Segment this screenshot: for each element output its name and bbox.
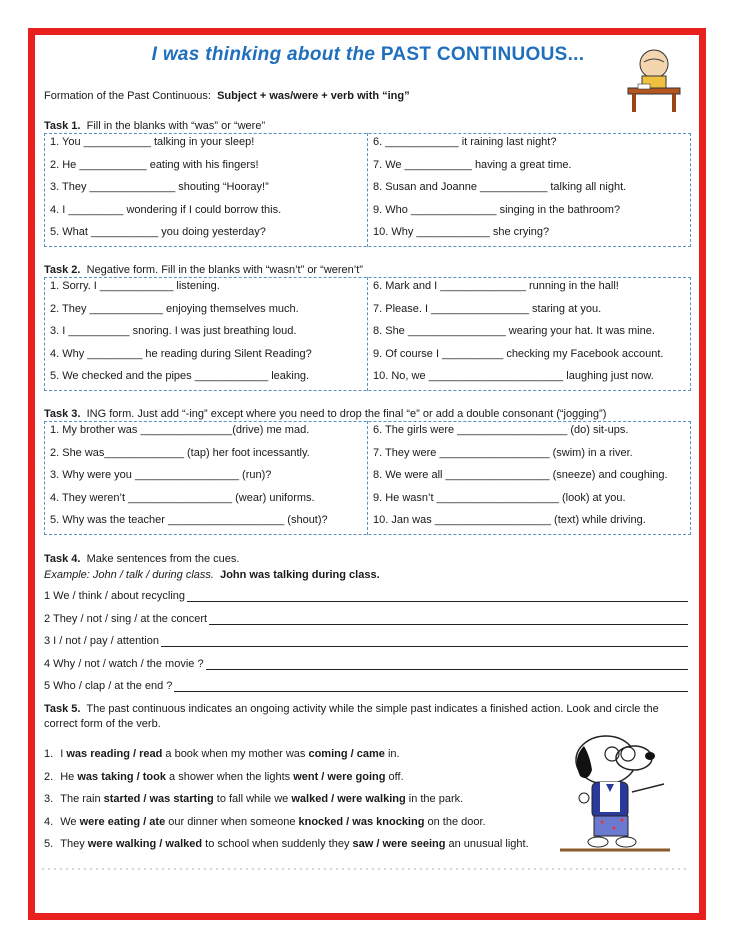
exercise-item: 8. We were all _________________ (sneeze) and coughing. xyxy=(373,469,668,481)
answer-line[interactable] xyxy=(209,624,688,625)
cue-label: 5 Who / clap / at the end ? xyxy=(44,680,173,692)
exercise-item: 10. No, we ______________________ laughing just now. xyxy=(373,370,654,382)
exercise-item: 5. We checked and the pipes ____________ leaking. xyxy=(50,370,310,382)
exercise-item: 1. You ___________ talking in your sleep! xyxy=(50,136,255,148)
exercise-item: 3. They ______________ shouting “Hooray!” xyxy=(50,181,269,193)
circle-verb-sentence: 4. We were eating / ate our dinner when someone knocked / was knocking on the door. xyxy=(44,815,486,828)
verb-choice[interactable]: was taking / took xyxy=(77,770,166,783)
exercise-item: 7. Please. I ________________ staring at you. xyxy=(373,302,602,315)
verb-choice[interactable]: saw / were seeing xyxy=(352,838,446,850)
exercise-item: 10. Jan was ___________________ (text) while driving. xyxy=(373,514,646,526)
bottom-decoration xyxy=(40,866,690,872)
circle-verb-sentence: 1. I was reading / read a book when my mother was coming / came in. xyxy=(44,748,400,760)
verb-choice[interactable]: went / were going xyxy=(293,770,386,783)
exercise-item: 5. What ___________ you doing yesterday? xyxy=(50,226,266,238)
task2-divider xyxy=(367,277,368,391)
cue-label: 3 I / not / pay / attention xyxy=(44,635,159,647)
exercise-item: 1. Sorry. I ____________ listening. xyxy=(50,280,220,292)
verb-choice[interactable]: was reading / read xyxy=(66,748,163,760)
exercise-item: 5. Why was the teacher ___________________ (shout)? xyxy=(50,514,328,526)
task4-example: Example: John / talk / during class. John was talking during class. xyxy=(44,569,380,581)
exercise-item: 4. Why _________ he reading during Silent Reading? xyxy=(50,347,312,360)
circle-verb-sentence: 2. He was taking / took a shower when the lights went / were going off. xyxy=(44,770,404,783)
verb-choice[interactable]: were eating / ate xyxy=(79,815,166,828)
answer-line[interactable] xyxy=(174,691,688,692)
task5-heading: Task 5. The past continuous indicates an ongoing activity while the simple past indicates a finished action. Look and circle the xyxy=(44,703,659,715)
exercise-item: 9. Who ______________ singing in the bathroom? xyxy=(373,203,621,216)
verb-choice[interactable]: coming / came xyxy=(308,748,385,760)
task5-instruction-2: correct form of the verb. xyxy=(44,718,161,730)
verb-choice[interactable]: started / was starting xyxy=(103,793,214,805)
exercise-item: 2. She was_____________ (tap) her foot incessantly. xyxy=(50,446,310,459)
exercise-item: 6. The girls were __________________ (do) sit-ups. xyxy=(373,424,629,436)
exercise-item: 4. I _________ wondering if I could borrow this. xyxy=(50,203,282,216)
exercise-item: 7. We ___________ having a great time. xyxy=(373,158,572,171)
exercise-item: 9. Of course I __________ checking my Facebook account. xyxy=(373,347,664,360)
verb-choice[interactable]: were walking / walked xyxy=(87,838,203,850)
boy-at-desk-illustration xyxy=(624,46,684,116)
verb-choice[interactable]: walked / were walking xyxy=(291,793,406,805)
task3-divider xyxy=(367,421,368,535)
task4-heading: Task 4. Make sentences from the cues. xyxy=(44,553,240,565)
task3-heading: Task 3. ING form. Just add “-ing” except where you need to drop the final “e” or add a double consonant (“jogging”) xyxy=(44,408,607,420)
cue-label: 2 They / not / sing / at the concert xyxy=(44,612,208,625)
answer-line[interactable] xyxy=(187,601,688,602)
exercise-item: 6. ____________ it raining last night? xyxy=(373,136,557,148)
exercise-item: 8. She ________________ wearing your hat. It was mine. xyxy=(373,325,655,337)
circle-verb-sentence: 5. They were walking / walked to school when suddenly they saw / were seeing an unusual light. xyxy=(44,838,529,850)
page-title: I was thinking about the PAST CONTINUOUS... xyxy=(151,44,585,65)
answer-line[interactable] xyxy=(161,646,688,647)
exercise-item: 8. Susan and Joanne ___________ talking all night. xyxy=(373,181,627,193)
answer-line[interactable] xyxy=(206,669,688,670)
exercise-item: 6. Mark and I ______________ running in the hall! xyxy=(373,280,619,292)
cue-label: 4 Why / not / watch / the movie ? xyxy=(44,657,204,670)
exercise-item: 7. They were __________________ (swim) in a river. xyxy=(373,446,633,459)
task1-divider xyxy=(367,133,368,247)
formation-line: Formation of the Past Continuous: Subject + was/were + verb with “ing” xyxy=(44,90,410,102)
exercise-item: 2. He ___________ eating with his fingers! xyxy=(50,158,259,171)
task1-heading: Task 1. Fill in the blanks with “was” or “were” xyxy=(44,120,266,132)
exercise-item: 3. Why were you _________________ (run)? xyxy=(50,469,272,481)
exercise-item: 4. They weren’t _________________ (wear) uniforms. xyxy=(50,491,315,504)
exercise-item: 3. I __________ snoring. I was just breathing loud. xyxy=(50,325,297,337)
circle-verb-sentence: 3. The rain started / was starting to fall while we walked / were walking in the park. xyxy=(44,793,464,805)
exercise-item: 10. Why ____________ she crying? xyxy=(373,226,550,238)
exercise-item: 1. My brother was _______________(drive) me mad. xyxy=(50,424,310,436)
verb-choice[interactable]: knocked / was knocking xyxy=(298,815,425,828)
exercise-item: 9. He wasn’t ____________________ (look) at you. xyxy=(373,491,626,504)
task2-heading: Task 2. Negative form. Fill in the blanks with “wasn’t” or “weren’t” xyxy=(44,264,363,276)
snoopy-teacher-illustration xyxy=(556,728,674,856)
cue-label: 1 We / think / about recycling xyxy=(44,590,186,602)
exercise-item: 2. They ____________ enjoying themselves much. xyxy=(50,302,299,315)
